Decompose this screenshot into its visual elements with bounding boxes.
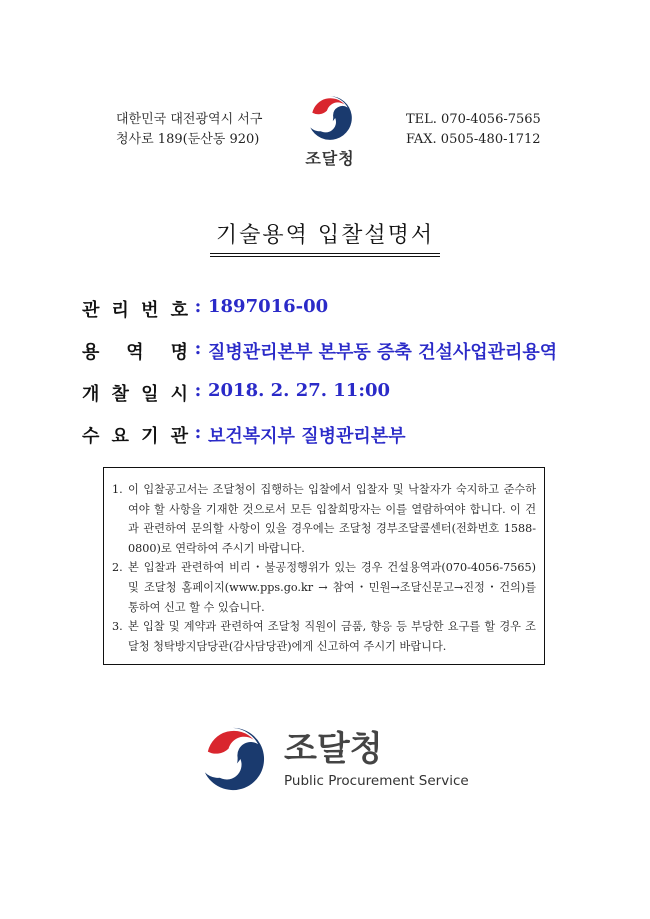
- pps-emblem-icon: [196, 722, 270, 796]
- info-value: 질병관리본부 본부동 증축 건설사업관리용역: [208, 342, 558, 363]
- notice-number: 2.: [112, 561, 123, 575]
- notice-list: [112, 480, 536, 656]
- info-label: 용 역 명: [82, 342, 188, 363]
- info-value: 2018. 2. 27. 11:00: [208, 380, 391, 401]
- notice-item: [112, 617, 536, 656]
- pps-emblem-icon: [304, 92, 356, 144]
- contact-block: [406, 110, 541, 150]
- info-row-opening-date: [82, 380, 557, 422]
- info-label: 관 리 번 호: [82, 300, 188, 321]
- info-colon: :: [194, 422, 202, 443]
- notice-number: 1.: [112, 483, 123, 496]
- footer-name-en: Public Procurement Service: [284, 773, 469, 789]
- notice-number: 3.: [112, 620, 123, 634]
- info-colon: :: [194, 296, 202, 317]
- notice-text: 본 입찰과 관련하여 비리・불공정행위가 있는 경우 건설용역과(070-4056-7565) 및 조달청 홈페이지(www.pps.go.kr → 참여・민원→조달신문고→진정・건의)를 통하여 신고 할 수 있습니다.: [128, 561, 536, 614]
- notice-item: [112, 480, 536, 558]
- address-line-2: 청사로 189(둔산동 920): [116, 132, 260, 147]
- info-label: 개 찰 일 시: [82, 384, 188, 405]
- info-colon: :: [194, 338, 202, 359]
- address-line-1: 대한민국 대전광역시 서구: [116, 112, 263, 127]
- notice-item: [112, 558, 536, 617]
- document-title-text: 기술용역 입찰설명서: [210, 218, 440, 257]
- footer-logo: [196, 722, 469, 796]
- notice-box: [103, 467, 545, 665]
- info-row-service-name: [82, 338, 557, 380]
- info-label: 수 요 기 관: [82, 426, 188, 447]
- address-block: [116, 110, 262, 150]
- info-value: 1897016-00: [208, 296, 329, 317]
- notice-text: 이 입찰공고서는 조달청이 집행하는 입찰에서 입찰자 및 낙찰자가 숙지하고 준수하여야 할 사항을 기재한 것으로서 모든 입찰희망자는 이를 열람하여야 합니다. 이 건과 관련하여 문의할 사항이 있을 경우에는 조달청 경부조달콜센터(전화번호 1588-0800)로 연락하여 주시기 바랍니다.: [128, 483, 536, 555]
- footer-name-kr: 조달청: [284, 729, 383, 769]
- tel-number: TEL. 070-4056-7565: [406, 112, 541, 127]
- footer-brand: [284, 729, 469, 789]
- info-value: 보건복지부 질병관리본부: [208, 426, 406, 447]
- info-row-demand-agency: [82, 422, 557, 464]
- header-logo-text: 조달청: [305, 149, 355, 168]
- info-colon: :: [194, 380, 202, 401]
- notice-text: 본 입찰 및 계약과 관련하여 조달청 직원이 금품, 향응 등 부당한 요구를 할 경우 조달청 청탁방지담당관(감사담당관)에게 신고하여 주시기 바랍니다.: [128, 620, 536, 653]
- header-logo: [300, 92, 360, 169]
- bid-info: [82, 296, 557, 464]
- info-row-management-number: [82, 296, 557, 338]
- fax-number: FAX. 0505-480-1712: [406, 132, 541, 147]
- document-title: [0, 218, 650, 257]
